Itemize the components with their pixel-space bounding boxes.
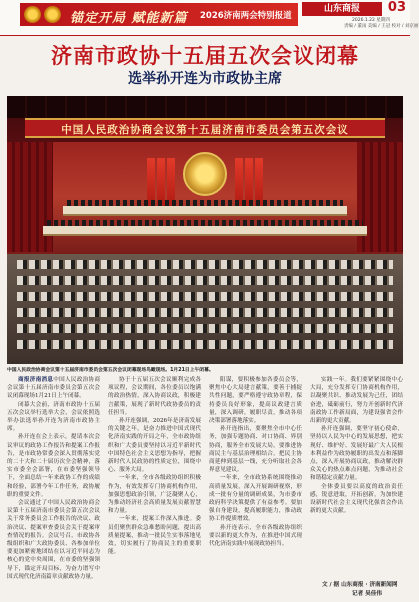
special-report-title: 2026济南两会特别报道 xyxy=(200,11,292,21)
audience-seat-row xyxy=(17,340,393,349)
header-divider xyxy=(0,35,410,36)
photo-caption: 中国人民政治协商会议第十五届济南市委员会第五次会议闭幕现场鸟瞰现场。1月21日上午闭幕。 xyxy=(7,368,214,373)
paragraph: 实践一年。我们要紧紧围绕中心大局，充分发挥专门协商机构作用，以凝聚共识、推动发展为己任，团结奋进，砥砺前行，努力开创新时代济南政协工作新局面，为建设强省会作出新的更大贡献。 xyxy=(310,377,403,425)
paragraph: 孙开连强调，要坚守初心使命，坚持以人民为中心的发展思想，把实现好、维护好、发展好最广大人民根本利益作为政协履职的出发点和落脚点，深入开展协商议政，推动解决群众关心的热点难点问题，为推动社会和谐稳定贡献力量。 xyxy=(310,426,403,482)
paragraph: 闭幕大会前，济南市政协十五届五次会议举行选举大会，会议依照选举办法选举孙开连为济南市政协主席。 xyxy=(7,401,100,433)
paragraph: 阳谋，要积极参加各委员会等，聚焦中心大局建言献策，要善于捕捉共性问题，要严格遵守政协章程，保持委员良好形象，提高议政建言质量，深入调研，履职尽责，推动各项决策部署落地落实。 xyxy=(209,377,302,425)
paragraph: 全体委员要以高度的政治责任感，锐意进取，开拓创新，为加快建设新时代社会主义现代化强省会作出新的更大贡献。 xyxy=(310,483,403,515)
paragraph: 孙开连表示，全市各级政协组织要以新的更大作为，在推进中国式现代化济南实践中展现政协担当。 xyxy=(209,524,302,548)
audience-seat-row xyxy=(17,276,393,285)
source-credit: 文 / 据 山东商报 · 济南新闻网 xyxy=(322,582,398,588)
article-body xyxy=(7,376,403,598)
audience-seat-row xyxy=(17,324,393,333)
paragraph: 孙开连在会上表示，提请本次会议审议的政协工作报告和提案工作报告，是市政协常委会深入贯彻落实党的二十大和二十届历次全会精神，落实市委全会部署，在市委坚强领导下，全面总结一年来政协工作的成绩和经验，部署今年工作任务，政协履职的重要文件。 xyxy=(7,434,100,498)
ceiling-lights xyxy=(7,96,403,118)
paragraph: 协于十五届五次会议顺利完成各项议程，会议期间，各位委员以饱满的政治热情，深入协商议政，积极建言献策，展现了新时代政协委员的责任担当。 xyxy=(108,377,201,416)
presidium-rostrum xyxy=(63,206,347,216)
issue-date: 2026.1.22 星期四 xyxy=(352,18,390,23)
article-column-1 xyxy=(7,376,100,598)
paragraph: 孙开连指出，要聚焦全市中心任务，加强专题协商、对口协商、界别协商，服务全市发展大局。要推进协商民主与基层治理相结合，把民主协商延伸到基层一线，充分听取社会各界意见建议。 xyxy=(209,426,302,474)
audience-seat-row xyxy=(17,308,393,317)
paragraph: 会议通过了中国人民政治协商会议第十五届济南市委员会第五次会议关于常务委员会工作报告的决议、政治决议、提案审查委员会关于提案审查情况的报告。会议号召，市政协各级组织和广大政协委员、各参加单位要更加紧密地团结在以习近平同志为核心的党中央周围，在市委的坚强领导下，锚定开局目标，为奋力谱写中国式现代化济南篇章贡献政协力量。 xyxy=(7,500,100,580)
dateline: 商报济南消息 xyxy=(18,377,54,383)
conference-hall-photo xyxy=(7,96,403,364)
article-headline: 济南市政协十五届五次会议闭幕 xyxy=(51,44,359,68)
page-number: 03 xyxy=(387,0,406,15)
editor-credits: 责编 / 董雨 美编 / 王冠 校对 / 刘京丽 xyxy=(344,24,419,29)
stage-banner xyxy=(25,118,385,138)
audience-seat-row xyxy=(17,260,393,269)
article-column-3 xyxy=(209,376,302,598)
audience-seat-row xyxy=(17,292,393,301)
paragraph: 商报济南消息中国人民政治协商会议第十五届济南市委员会第五次会议闭幕现场1月21日上午闭幕。 xyxy=(7,377,100,400)
paragraph: 一年来，全市政协系统围绕推动高质量发展，深入开展调研视察，形成一批有分量的调研成果，为市委市政府科学决策提供了有益参考。要加强自身建设，提高履职能力，推动政协工作提质增效。 xyxy=(209,475,302,523)
stage-banner-text: 中国人民政治协商会议第十五届济南市委员会第五次会议 xyxy=(61,124,349,136)
article-column-4 xyxy=(310,376,403,576)
paragraph: 一年来，全市各级政协组织积极作为，有效发挥专门协商机构作用，加强思想政治引领，广泛凝聚人心，为推动经济社会高质量发展贡献智慧和力量。 xyxy=(108,475,201,515)
cppcc-emblem-icon xyxy=(183,152,227,196)
reporter-credit: 记者 吴佳伟 xyxy=(352,591,382,597)
national-emblem-icon xyxy=(44,6,61,23)
paragraph: 一年来，提案工作深入推进。委员们聚焦群众急难愁盼问题，提出高质量提案，推动一批民生实事落地见效，切实履行了协商民主的重要职能。 xyxy=(108,516,201,556)
masthead-banner xyxy=(0,0,419,36)
paragraph: 孙开连强调，2026年是济南发展的关键之年，是奋力推进中国式现代化济南实践的开局之年，全市政协组织和广大委员要坚持以习近平新时代中国特色社会主义思想为指导，把握新时代人民政协的性质定位，围绕中心、服务大局。 xyxy=(108,418,201,474)
party-emblem-icon xyxy=(24,6,41,23)
special-report-band xyxy=(20,3,298,26)
special-report-slogan: 锚定开局 赋能新篇 xyxy=(70,11,188,26)
article-subhead: 选举孙开连为市政协主席 xyxy=(128,71,282,87)
presidium-rostrum xyxy=(43,226,367,236)
article-column-2 xyxy=(108,376,201,598)
paper-name: 山东商报 xyxy=(302,2,382,16)
